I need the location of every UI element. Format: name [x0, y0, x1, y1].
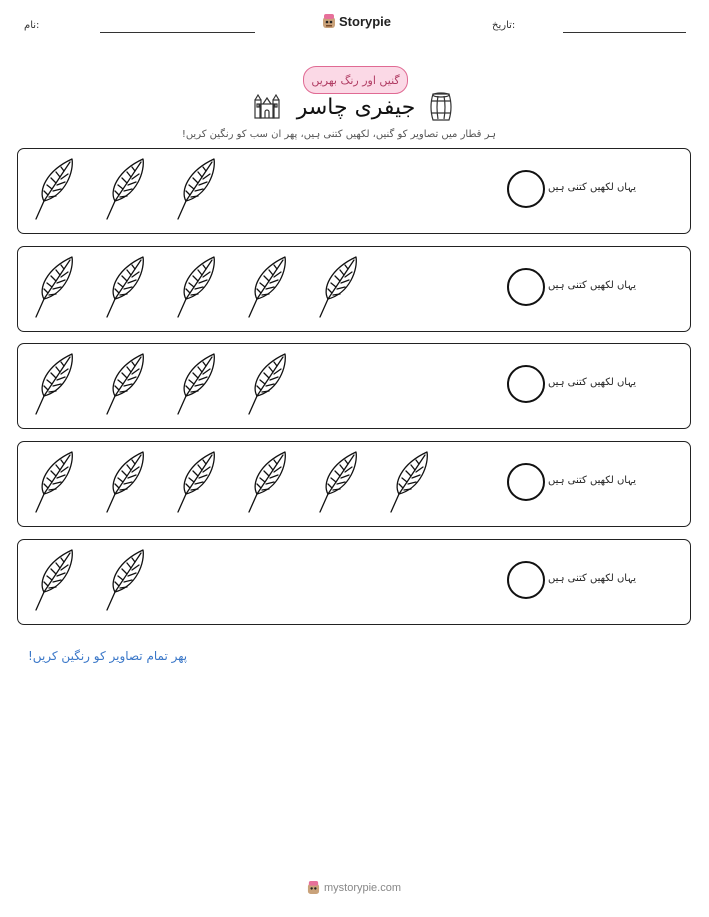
feather-icon: [172, 450, 222, 514]
footer-brand: [307, 880, 401, 895]
brand-logo: [322, 13, 391, 29]
answer-label: یہاں لکھیں کتنی ہیں: [548, 377, 636, 389]
feather-icon: [30, 352, 80, 416]
feather-icon: [314, 450, 364, 514]
answer-label: یہاں لکھیں کتنی ہیں: [548, 475, 636, 487]
answer-label: یہاں لکھیں کتنی ہیں: [548, 572, 636, 584]
feather-icon: [30, 255, 80, 319]
footer-url: mystorypie.com: [324, 881, 402, 894]
storypie-mascot-icon: [307, 880, 320, 895]
answer-circle[interactable]: [507, 268, 545, 306]
feather-icon: [101, 157, 151, 221]
feather-icon: [243, 255, 293, 319]
feather-icon: [385, 450, 435, 514]
feather-icon: [30, 450, 80, 514]
storypie-mascot-icon: [322, 13, 336, 29]
answer-label: یہاں لکھیں کتنی ہیں: [548, 182, 636, 193]
answer-label: یہاں لکھیں کتنی ہیں: [548, 279, 636, 291]
feather-icon: [172, 352, 222, 416]
worksheet-title: جیفری چاسر: [296, 95, 416, 120]
feather-icon: [243, 352, 293, 416]
barrel-icon: [428, 92, 454, 122]
feather-icon: [101, 450, 151, 514]
date-label: تاریخ:: [492, 20, 516, 31]
name-line[interactable]: [100, 32, 255, 33]
brand-name: Storypie: [339, 13, 392, 29]
feather-icon: [172, 157, 222, 221]
answer-circle[interactable]: [507, 463, 545, 501]
feather-icon: [101, 352, 151, 416]
count-row: [17, 343, 691, 429]
answer-circle[interactable]: [507, 170, 545, 208]
feather-icon: [30, 548, 80, 612]
feather-icon: [101, 255, 151, 319]
feather-icon: [314, 255, 364, 319]
date-line[interactable]: [563, 32, 686, 33]
activity-badge: گنیں اور رنگ بھریں: [303, 66, 408, 94]
instructions: ہر قطار میں تصاویر کو گنیں، لکھیں کتنی ہیں، پھر ان سب کو رنگین کریں!: [181, 129, 496, 140]
castle-icon: [252, 92, 282, 120]
feather-icon: [30, 157, 80, 221]
feather-icon: [101, 548, 151, 612]
count-row: [17, 441, 691, 527]
feather-icon: [243, 450, 293, 514]
count-row: [17, 539, 691, 625]
count-row: [17, 148, 691, 234]
name-label: نام:: [24, 20, 40, 31]
answer-circle[interactable]: [507, 561, 545, 599]
count-row: [17, 246, 691, 332]
feather-icon: [172, 255, 222, 319]
answer-circle[interactable]: [507, 365, 545, 403]
color-instruction: پھر تمام تصاویر کو رنگین کریں!: [28, 649, 188, 663]
